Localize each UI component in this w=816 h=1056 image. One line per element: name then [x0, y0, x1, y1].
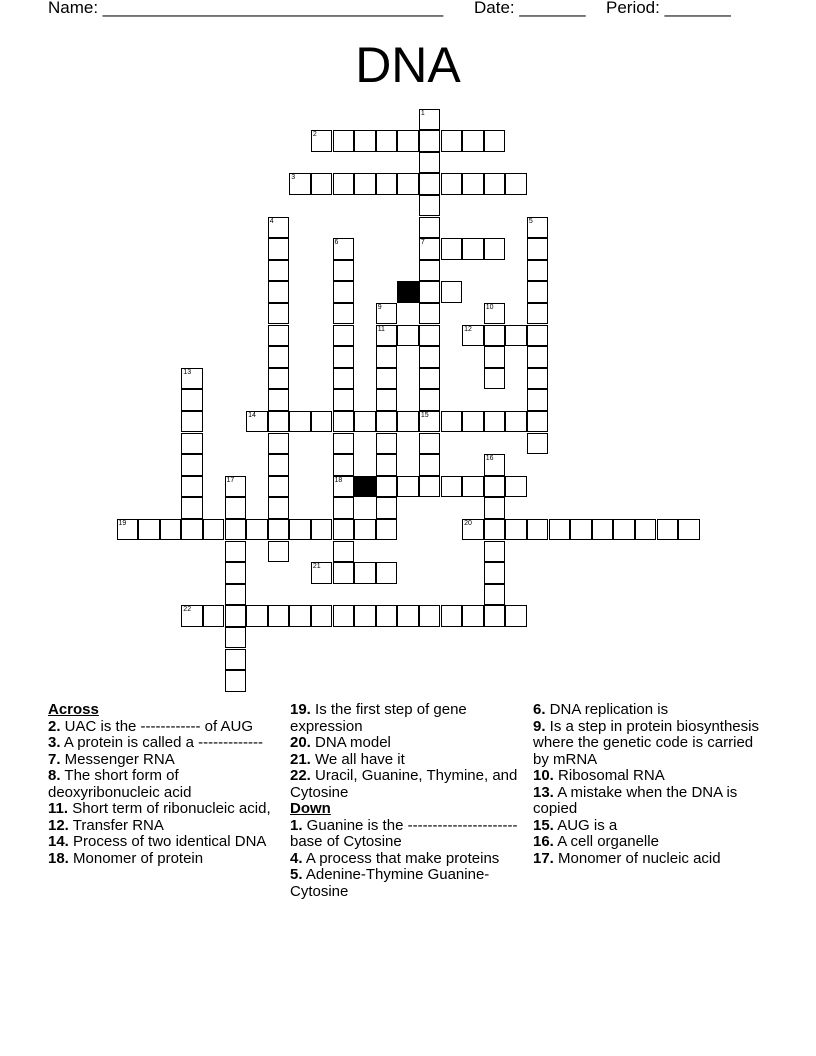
- crossword-cell[interactable]: [419, 346, 441, 368]
- crossword-cell[interactable]: [549, 519, 571, 541]
- crossword-cell[interactable]: [333, 411, 355, 433]
- clue-number-label: 2.: [48, 717, 61, 735]
- crossword-cell[interactable]: [376, 497, 398, 519]
- clue-number-label: 20.: [290, 734, 311, 751]
- crossword-cell[interactable]: [289, 605, 311, 627]
- crossword-cell[interactable]: [333, 281, 355, 303]
- crossword-cell[interactable]: [203, 605, 225, 627]
- crossword-cell[interactable]: [181, 476, 203, 498]
- crossword-black-cell: [397, 281, 419, 303]
- clue-item: [533, 785, 763, 818]
- clue-item: [48, 768, 278, 801]
- crossword-cell[interactable]: [527, 368, 549, 390]
- clue-number-label: 10.: [533, 767, 554, 784]
- crossword-cell[interactable]: [246, 605, 268, 627]
- clue-number-label: 9.: [533, 717, 546, 735]
- crossword-cell[interactable]: [484, 454, 506, 476]
- across-heading: Across: [48, 701, 99, 718]
- crossword-cell[interactable]: [527, 389, 549, 411]
- crossword-cell[interactable]: [419, 389, 441, 411]
- clue-item: [48, 752, 278, 769]
- clue-text: DNA replication is: [545, 701, 669, 718]
- crossword-cell[interactable]: [268, 281, 290, 303]
- crossword-cell[interactable]: [376, 325, 398, 347]
- clue-text: Process of two identical DNA: [68, 833, 267, 850]
- crossword-cell[interactable]: [635, 519, 657, 541]
- clue-number: 17: [226, 476, 235, 484]
- crossword-cell[interactable]: [333, 476, 355, 498]
- crossword-cell[interactable]: [657, 519, 679, 541]
- crossword-cell[interactable]: [441, 411, 463, 433]
- crossword-cell[interactable]: [333, 605, 355, 627]
- crossword-cell[interactable]: [484, 519, 506, 541]
- crossword-cell[interactable]: [505, 173, 527, 195]
- clue-number-label: 5.: [290, 866, 303, 883]
- crossword-cell[interactable]: [289, 519, 311, 541]
- clue-number-label: 15.: [533, 816, 554, 834]
- crossword-cell[interactable]: [268, 411, 290, 433]
- clue-number-label: 22.: [290, 767, 311, 784]
- crossword-cell[interactable]: [441, 238, 463, 260]
- clue-number-label: 13.: [533, 783, 554, 801]
- crossword-cell[interactable]: [225, 497, 247, 519]
- crossword-cell[interactable]: [505, 605, 527, 627]
- clue-number-label: 18.: [48, 849, 69, 867]
- crossword-cell[interactable]: [333, 389, 355, 411]
- clue-number: 15: [420, 411, 429, 419]
- crossword-cell[interactable]: [397, 325, 419, 347]
- crossword-cell[interactable]: [333, 238, 355, 260]
- clue-number-label: 6.: [533, 701, 546, 718]
- crossword-cell[interactable]: [354, 562, 376, 584]
- clue-number-label: 14.: [48, 833, 69, 850]
- crossword-cell[interactable]: [225, 627, 247, 649]
- crossword-cell[interactable]: [419, 109, 441, 131]
- crossword-cell[interactable]: [505, 325, 527, 347]
- crossword-cell[interactable]: [181, 497, 203, 519]
- crossword-cell[interactable]: [376, 454, 398, 476]
- clue-item: [48, 818, 278, 835]
- clue-text: Adenine-Thymine Guanine-Cytosine: [290, 866, 490, 900]
- crossword-cell[interactable]: [419, 152, 441, 174]
- clue-text: A cell organelle: [553, 833, 659, 850]
- crossword-cell[interactable]: [268, 454, 290, 476]
- crossword-cell[interactable]: [333, 130, 355, 152]
- clue-item: [290, 752, 520, 769]
- page-title: DNA: [355, 37, 461, 93]
- clue-number: 20: [464, 519, 472, 527]
- crossword-cell[interactable]: [376, 433, 398, 455]
- clue-item: [48, 801, 278, 818]
- clue-item: [48, 719, 278, 736]
- crossword-cell[interactable]: [484, 476, 506, 498]
- clue-number: 7: [420, 239, 425, 247]
- crossword-cell[interactable]: [419, 173, 441, 195]
- clue-text: DNA model: [310, 734, 391, 751]
- clue-item: [533, 768, 763, 785]
- crossword-cell[interactable]: [354, 130, 376, 152]
- down-heading: Down: [290, 800, 331, 817]
- crossword-cell[interactable]: [354, 519, 376, 541]
- clue-number: 13: [183, 368, 192, 376]
- crossword-cell[interactable]: [419, 217, 441, 239]
- crossword-cell[interactable]: [268, 368, 290, 390]
- crossword-cell[interactable]: [333, 519, 355, 541]
- clue-number-label: 19.: [290, 701, 311, 718]
- crossword-cell[interactable]: [333, 303, 355, 325]
- crossword-cell[interactable]: [246, 411, 268, 433]
- crossword-cell[interactable]: [225, 562, 247, 584]
- clue-number: 11: [377, 325, 385, 333]
- crossword-cell[interactable]: [333, 433, 355, 455]
- crossword-cell[interactable]: [441, 476, 463, 498]
- crossword-cell[interactable]: [225, 649, 247, 671]
- clue-text: AUG is a: [553, 816, 618, 834]
- crossword-cell[interactable]: [311, 130, 333, 152]
- crossword-cell[interactable]: [333, 562, 355, 584]
- crossword-cell[interactable]: [268, 303, 290, 325]
- crossword-cell[interactable]: [333, 541, 355, 563]
- crossword-cell[interactable]: [376, 130, 398, 152]
- clue-text: Messenger RNA: [60, 750, 175, 768]
- crossword-cell[interactable]: [484, 346, 506, 368]
- crossword-cell[interactable]: [397, 411, 419, 433]
- crossword-cell[interactable]: [441, 281, 463, 303]
- crossword-cell[interactable]: [354, 173, 376, 195]
- clue-item: [533, 834, 763, 851]
- crossword-cell[interactable]: [678, 519, 700, 541]
- crossword-cell[interactable]: [333, 260, 355, 282]
- crossword-cell[interactable]: [138, 519, 160, 541]
- crossword-cell[interactable]: [484, 325, 506, 347]
- crossword-cell[interactable]: [225, 519, 247, 541]
- crossword-cell[interactable]: [225, 584, 247, 606]
- crossword-cell[interactable]: [462, 238, 484, 260]
- crossword-cell[interactable]: [419, 476, 441, 498]
- clue-text: Monomer of protein: [68, 849, 204, 867]
- crossword-cell[interactable]: [419, 303, 441, 325]
- crossword-cell[interactable]: [376, 605, 398, 627]
- clue-item: [290, 735, 520, 752]
- crossword-cell[interactable]: [462, 325, 484, 347]
- crossword-cell[interactable]: [246, 519, 268, 541]
- crossword-cell[interactable]: [419, 281, 441, 303]
- crossword-cell[interactable]: [397, 476, 419, 498]
- clue-number: 12: [464, 325, 472, 333]
- clues-column-3: [533, 702, 763, 867]
- clue-number: 19: [118, 519, 127, 527]
- crossword-cell[interactable]: [527, 519, 549, 541]
- clue-text: A process that make proteins: [302, 849, 500, 867]
- crossword-cell[interactable]: [333, 497, 355, 519]
- crossword-cell[interactable]: [268, 260, 290, 282]
- crossword-cell[interactable]: [419, 238, 441, 260]
- crossword-cell[interactable]: [268, 346, 290, 368]
- crossword-cell[interactable]: [592, 519, 614, 541]
- crossword-cell[interactable]: [225, 541, 247, 563]
- clue-number-label: 21.: [290, 750, 311, 768]
- clue-number-label: 17.: [533, 849, 554, 867]
- clue-number: 18: [334, 476, 343, 484]
- crossword-cell[interactable]: [333, 325, 355, 347]
- crossword-cell[interactable]: [484, 368, 506, 390]
- crossword-cell[interactable]: [484, 562, 506, 584]
- crossword-cell[interactable]: [419, 325, 441, 347]
- crossword-cell[interactable]: [181, 411, 203, 433]
- crossword-cell[interactable]: [333, 173, 355, 195]
- crossword-cell[interactable]: [376, 389, 398, 411]
- crossword-cell[interactable]: [527, 325, 549, 347]
- crossword-cell[interactable]: [181, 519, 203, 541]
- clue-item: [290, 867, 520, 900]
- clues-column-1: [48, 702, 278, 867]
- clue-item: [533, 719, 763, 769]
- crossword-cell[interactable]: [462, 476, 484, 498]
- crossword-cell[interactable]: [419, 433, 441, 455]
- crossword-cell[interactable]: [441, 130, 463, 152]
- clue-text: Is the first step of gene expression: [290, 701, 467, 735]
- crossword-cell[interactable]: [527, 281, 549, 303]
- clue-item: [290, 851, 520, 868]
- crossword-cell[interactable]: [441, 173, 463, 195]
- clue-item: [48, 834, 278, 851]
- crossword-cell[interactable]: [613, 519, 635, 541]
- crossword-cell[interactable]: [376, 562, 398, 584]
- crossword-cell[interactable]: [527, 303, 549, 325]
- clue-item: [290, 818, 520, 851]
- crossword-cell[interactable]: [484, 541, 506, 563]
- clue-number: 14: [248, 411, 256, 419]
- clue-number-label: 8.: [48, 767, 61, 784]
- crossword-cell[interactable]: [181, 368, 203, 390]
- clue-number-label: 16.: [533, 833, 554, 850]
- period-field-label: Period: _______: [606, 0, 731, 17]
- crossword-cell[interactable]: [570, 519, 592, 541]
- crossword-cell[interactable]: [268, 476, 290, 498]
- crossword-cell[interactable]: [376, 411, 398, 433]
- clue-item: [48, 851, 278, 868]
- clue-number-label: 4.: [290, 849, 303, 867]
- clue-text: A mistake when the DNA is copied: [533, 783, 738, 817]
- crossword-cell[interactable]: [484, 173, 506, 195]
- crossword-cell[interactable]: [376, 368, 398, 390]
- crossword-cell[interactable]: [397, 130, 419, 152]
- clue-number: 9: [377, 303, 382, 311]
- clue-item: [48, 735, 278, 752]
- crossword-cell[interactable]: [181, 605, 203, 627]
- crossword-cell[interactable]: [268, 605, 290, 627]
- crossword-cell[interactable]: [505, 411, 527, 433]
- crossword-cell[interactable]: [376, 346, 398, 368]
- crossword-cell[interactable]: [462, 605, 484, 627]
- crossword-cell[interactable]: [462, 173, 484, 195]
- crossword-cell[interactable]: [484, 238, 506, 260]
- clue-number: 22: [183, 606, 192, 614]
- crossword-cell[interactable]: [117, 519, 139, 541]
- crossword-cell[interactable]: [160, 519, 182, 541]
- crossword-cell[interactable]: [441, 605, 463, 627]
- crossword-cell[interactable]: [268, 325, 290, 347]
- crossword-cell[interactable]: [181, 433, 203, 455]
- clue-text: Guanine is the ---------------------- base of Cytosine: [290, 816, 518, 850]
- clue-text: Uracil, Guanine, Thymine, and Cytosine: [290, 767, 518, 801]
- crossword-cell[interactable]: [289, 173, 311, 195]
- crossword-cell[interactable]: [181, 454, 203, 476]
- crossword-cell[interactable]: [484, 411, 506, 433]
- clue-number-label: 7.: [48, 750, 61, 768]
- crossword-cell[interactable]: [268, 389, 290, 411]
- name-field-label: Name: ____________________________________: [48, 0, 444, 17]
- clue-number: 5: [528, 217, 533, 225]
- clue-number-label: 1.: [290, 816, 303, 834]
- crossword-cell[interactable]: [376, 519, 398, 541]
- crossword-cell[interactable]: [311, 519, 333, 541]
- clue-item: [533, 851, 763, 868]
- crossword-cell[interactable]: [527, 217, 549, 239]
- crossword-cell[interactable]: [268, 497, 290, 519]
- crossword-cell[interactable]: [462, 519, 484, 541]
- clue-item: [290, 702, 520, 735]
- crossword-cell[interactable]: [419, 195, 441, 217]
- crossword-cell[interactable]: [311, 605, 333, 627]
- clue-text: Is a step in protein biosynthesis where the genetic code is carried by mRNA: [533, 717, 759, 768]
- crossword-cell[interactable]: [333, 346, 355, 368]
- clue-item: [290, 768, 520, 801]
- clue-item: [533, 702, 763, 719]
- crossword-cell[interactable]: [397, 173, 419, 195]
- clue-number: 6: [334, 239, 339, 247]
- crossword-cell[interactable]: [311, 411, 333, 433]
- crossword-cell[interactable]: [333, 368, 355, 390]
- crossword-cell[interactable]: [268, 519, 290, 541]
- crossword-cell[interactable]: [333, 454, 355, 476]
- crossword-cell[interactable]: [376, 303, 398, 325]
- crossword-cell[interactable]: [376, 476, 398, 498]
- crossword-cell[interactable]: [311, 562, 333, 584]
- clue-text: The short form of deoxyribonucleic acid: [48, 767, 192, 801]
- crossword-cell[interactable]: [289, 411, 311, 433]
- crossword-cell[interactable]: [419, 130, 441, 152]
- crossword-cell[interactable]: [354, 605, 376, 627]
- clue-text: A protein is called a -------------: [60, 734, 264, 751]
- crossword-cell[interactable]: [397, 605, 419, 627]
- crossword-cell[interactable]: [354, 411, 376, 433]
- crossword-cell[interactable]: [268, 433, 290, 455]
- crossword-cell[interactable]: [527, 433, 549, 455]
- crossword-cell[interactable]: [181, 389, 203, 411]
- crossword-cell[interactable]: [268, 217, 290, 239]
- clue-number: 8: [399, 282, 404, 290]
- crossword-cell[interactable]: [419, 411, 441, 433]
- clue-number: 4: [269, 217, 274, 225]
- crossword-cell[interactable]: [505, 476, 527, 498]
- clue-text: Transfer RNA: [68, 816, 164, 834]
- crossword-cell[interactable]: [268, 541, 290, 563]
- crossword-cell[interactable]: [419, 368, 441, 390]
- clues-column-2: [290, 702, 520, 900]
- crossword-cell[interactable]: [527, 411, 549, 433]
- date-field-label: Date: _______: [474, 0, 586, 17]
- crossword-cell[interactable]: [225, 476, 247, 498]
- clue-text: Monomer of nucleic acid: [553, 849, 721, 867]
- crossword-cell[interactable]: [311, 173, 333, 195]
- clue-text: We all have it: [310, 750, 405, 768]
- crossword-cell[interactable]: [376, 173, 398, 195]
- crossword-cell[interactable]: [419, 260, 441, 282]
- clue-number: 1: [420, 109, 425, 117]
- crossword-cell[interactable]: [268, 238, 290, 260]
- crossword-cell[interactable]: [484, 605, 506, 627]
- crossword-cell[interactable]: [225, 605, 247, 627]
- crossword-cell[interactable]: [225, 670, 247, 692]
- clue-number-label: 12.: [48, 816, 69, 834]
- crossword-cell[interactable]: [419, 605, 441, 627]
- crossword-black-cell: [354, 476, 376, 498]
- clue-number: 2: [312, 131, 317, 139]
- clue-number: 3: [291, 174, 296, 182]
- clue-number: 21: [312, 563, 321, 571]
- crossword-cell[interactable]: [527, 260, 549, 282]
- crossword-cell[interactable]: [505, 519, 527, 541]
- crossword-cell[interactable]: [419, 454, 441, 476]
- crossword-cell[interactable]: [527, 238, 549, 260]
- clue-number: 10: [485, 303, 494, 311]
- crossword-cell[interactable]: [484, 584, 506, 606]
- crossword-cell[interactable]: [203, 519, 225, 541]
- crossword-cell[interactable]: [484, 497, 506, 519]
- crossword-cell[interactable]: [484, 130, 506, 152]
- crossword-cell[interactable]: [484, 303, 506, 325]
- crossword-cell[interactable]: [462, 130, 484, 152]
- clue-number: 16: [485, 455, 494, 463]
- clue-number-label: 3.: [48, 734, 61, 751]
- clue-text: Short term of ribonucleic acid,: [68, 800, 271, 817]
- clue-text: UAC is the ------------ of AUG: [60, 717, 254, 735]
- clue-text: Ribosomal RNA: [553, 767, 665, 784]
- crossword-cell[interactable]: [462, 411, 484, 433]
- crossword-cell[interactable]: [527, 346, 549, 368]
- clue-number-label: 11.: [48, 800, 69, 817]
- clue-item: [533, 818, 763, 835]
